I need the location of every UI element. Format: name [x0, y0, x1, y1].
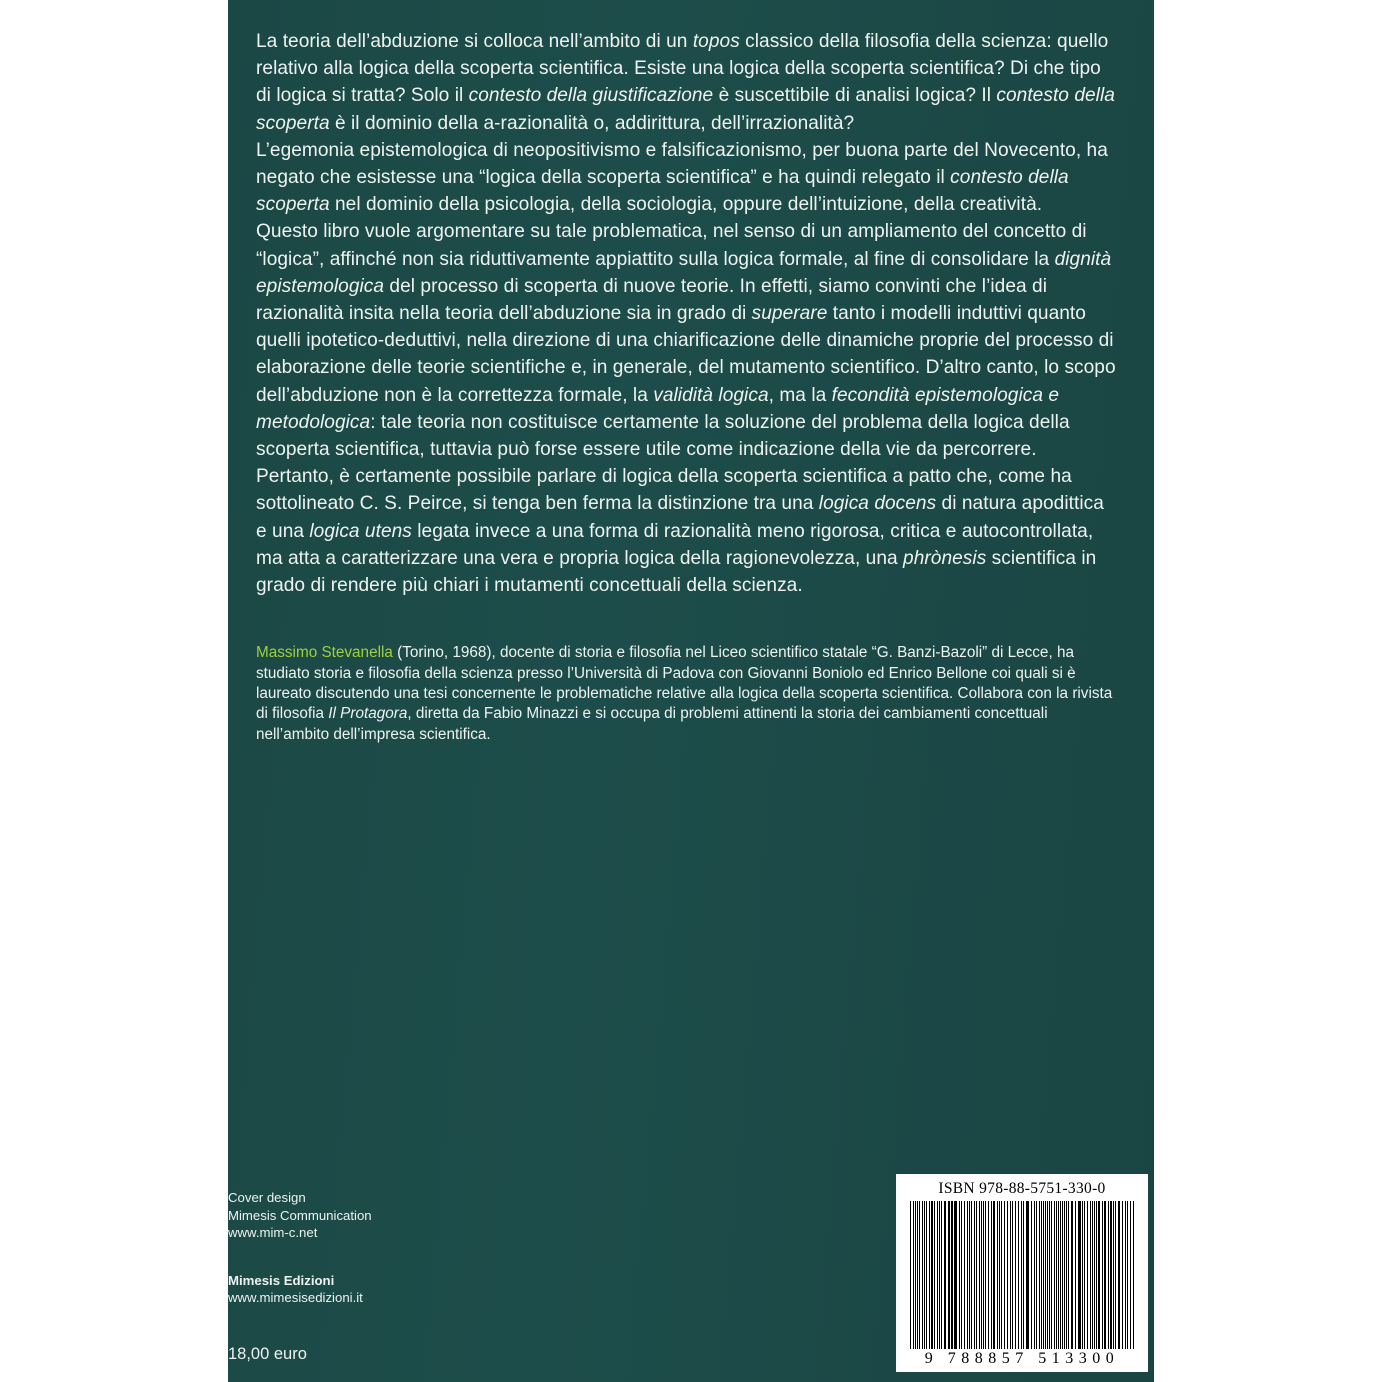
blurb-p1-part-d: è il dominio della a-razionalità o, addirittura, dell’irrazionalità?: [329, 112, 855, 134]
isbn-barcode: [896, 1174, 1148, 1372]
blurb-p1-part-c: è suscettibile di analisi logica? Il: [713, 85, 997, 107]
author-bio: [256, 643, 1118, 745]
blurb-p3-part-d: , ma la: [768, 384, 832, 406]
blurb-p2-italic-1: contesto della scoperta: [256, 167, 1069, 216]
author-bio-part-a: (Torino, 1968), docente di storia e filosofia nel Liceo scientifico statale “G. Banzi-Bazoli” di Lecce, ha studiato storia e filosofia della scienza presso l’Università di Padova con Giovanni Boniolo ed Enrico Bellone coi quali si è laureato discutendo una tesi concernente le problematiche relative alla logica della scoperta scientifica. Collabora con la rivista di filosofia: [256, 644, 1113, 723]
blurb-p3-italic-1: dignità epistemologica: [256, 248, 1112, 297]
cover-design-credits: [228, 1189, 372, 1242]
credits-line-2: Mimesis Communication: [228, 1207, 372, 1223]
blurb-p3-italic-5: logica docens: [818, 493, 937, 515]
blurb-p1-part-a: La teoria dell’abduzione si colloca nell’ambito di un: [256, 31, 693, 52]
author-name: Massimo Stevanella: [256, 644, 393, 662]
isbn-label: ISBN 978-88-5751-330-0: [938, 1180, 1106, 1197]
blurb-p3-part-g: legata invece a una forma di razionalità meno rigorosa, critica e autocontrollata, ma atta a caratterizzare una vera e propria logica della ragionevolezza, una: [256, 520, 1094, 569]
blurb-p1-italic-1: topos: [692, 31, 740, 52]
blurb-p1-italic-2: contesto della giustificazione: [468, 85, 714, 107]
blurb-p1-part-b: classico della filosofia della scienza: quello relativo alla logica della scoperta scientifica. Esiste una logica della scoperta scientifica? Di che tipo di logica si tratta? Solo il: [256, 31, 1109, 107]
publisher-website: www.mimesisedizioni.it: [228, 1290, 363, 1306]
book-cover: [228, 0, 1154, 1382]
blurb-text: [256, 28, 1118, 599]
barcode-digits: 9 788857 513300: [924, 1350, 1120, 1367]
blurb-p2-part-b: nel dominio della psicologia, della sociologia, oppure dell’intuizione, della creatività.: [329, 194, 1043, 216]
blurb-p3-italic-6: logica utens: [309, 520, 412, 542]
journal-title: Il Protagora: [328, 705, 408, 723]
author-bio-part-b: , diretta da Fabio Minazzi e si occupa di problemi attinenti la storia dei cambiamenti concettuali nell’ambito dell’impresa scientifica.: [256, 705, 1048, 743]
blurb-p3-italic-4: fecondità epistemologica e metodologica: [256, 384, 1060, 433]
publisher-name: Mimesis Edizioni: [228, 1272, 335, 1288]
blurb-p3-italic-3: validità logica: [653, 384, 769, 406]
blurb-p1-italic-3: contesto della scoperta: [256, 85, 1115, 134]
blurb-p3-part-e: : tale teoria non costituisce certamente la soluzione del problema della logica della scoperta scientifica, tuttavia può forse essere utile come indicazione della vie da percorrere. Pertanto, è certamente possibile parlare di logica della scoperta scientifica a patto che, come ha sottolineato C. S. Peirce, si tenga ben ferma la distinzione tra una: [256, 411, 1072, 515]
blurb-p3-part-a: Questo libro vuole argomentare su tale problematica, nel senso di un ampliamento del concetto di “logica”, affinché non sia riduttivamente appiattito sulla logica formale, al fine di consolidare la: [256, 221, 1087, 270]
blurb-p3-part-f: di natura apodittica e una: [256, 493, 1104, 542]
price-label: 18,00 euro: [228, 1345, 307, 1363]
blurb-paragraph-1: [256, 28, 1118, 137]
publisher-info: [228, 1272, 363, 1307]
credits-line-1: Cover design: [228, 1190, 306, 1206]
blurb-p3-italic-7: phrònesis: [903, 547, 987, 569]
blurb-p3-italic-2: superare: [751, 303, 828, 325]
credits-website: www.mim-c.net: [228, 1225, 318, 1241]
blurb-p3-part-c: tanto i modelli induttivi quanto quelli ipotetico-deduttivi, nella direzione di una chiarificazione delle dinamiche proprie del processo di elaborazione delle teorie scientifiche e, in generale, del mutamento scientifico. D’altro canto, lo scopo dell’abduzione non è la correttezza formale, la: [256, 303, 1116, 406]
blurb-p3-part-b: del processo di scoperta di nuove teorie. In effetti, siamo convinti che l’idea di razionalità insita nella teoria dell’abduzione sia in grado di: [256, 275, 1047, 325]
blurb-paragraph-2: [256, 137, 1118, 219]
barcode-bars: [904, 1201, 1140, 1349]
blurb-p3-part-h: scientifica in grado di rendere più chiari i mutamenti concettuali della scienza.: [256, 547, 1097, 597]
blurb-paragraph-3: [256, 218, 1118, 599]
blurb-p2-part-a: L’egemonia epistemologica di neopositivismo e falsificazionismo, per buona parte del Novecento, ha negato che esistesse una “logica della scoperta scientifica” e ha quindi relegato il: [256, 139, 1108, 189]
